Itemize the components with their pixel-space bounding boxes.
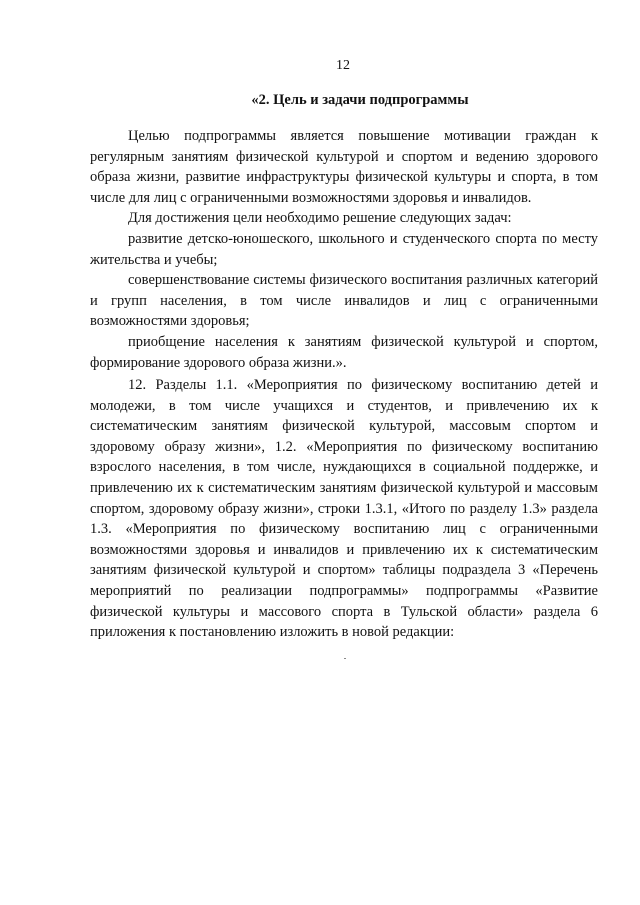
- section-heading: «2. Цель и задачи подпрограммы: [251, 92, 469, 108]
- goals-section: [90, 126, 598, 373]
- paragraph-tasks-intro: Для достижения цели необходимо решение следующих задач:: [128, 210, 512, 227]
- paragraph-item-12: 12. Разделы 1.1. «Мероприятия по физическому воспитанию детей и молодежи, в том числе учащихся и студентов, и привлечению их к систематическим занятиям физической культурой, массовым спортом и здоровому образу жизни», 1.2. «Мероприятия по физическому воспитанию взрослого населения, в том числе, нуждающихся в социальной поддержке, и привлечению их к систематическим занятиям физической культурой и массовым спортом, здоровому образу жизни», строки 1.3.1, «Итого по разделу 1.3» раздела 1.3. «Мероприятия по физическому воспитанию лиц с ограниченными возможностями здоровья и инвалидов и привлечению их к систематическим занятиям физической культурой и спортом» таблицы подраздела 3 «Перечень мероприятий по реализации подпрограммы» подпрограммы «Развитие физической культуры и массового спорта в Тульской области» раздела 6 приложения к постановлению изложить в новой редакции:: [90, 377, 598, 641]
- page-number: 12: [336, 58, 350, 73]
- paragraph-task-2: совершенствование системы физического воспитания различных категорий и групп населения, в том числе инвалидов и лиц с ограниченными возможностями здоровья;: [90, 272, 598, 330]
- paragraph-goal: Целью подпрограммы является повышение мотивации граждан к регулярным занятиям физической культурой и спортом и ведению здорового образа жизни, развитие инфраструктуры физической культуры и спорта, в том числе для лиц с ограниченными возможностями здоровья и инвалидов.: [90, 128, 598, 206]
- paragraph-task-1: развитие детско-юношеского, школьного и студенческого спорта по месту жительства и учебы;: [90, 230, 598, 268]
- paragraph-task-3: приобщение населения к занятиям физической культурой и спортом, формирование здорового образа жизни.».: [90, 333, 598, 371]
- amendment-section: [90, 375, 598, 643]
- scan-artifact: [344, 658, 346, 659]
